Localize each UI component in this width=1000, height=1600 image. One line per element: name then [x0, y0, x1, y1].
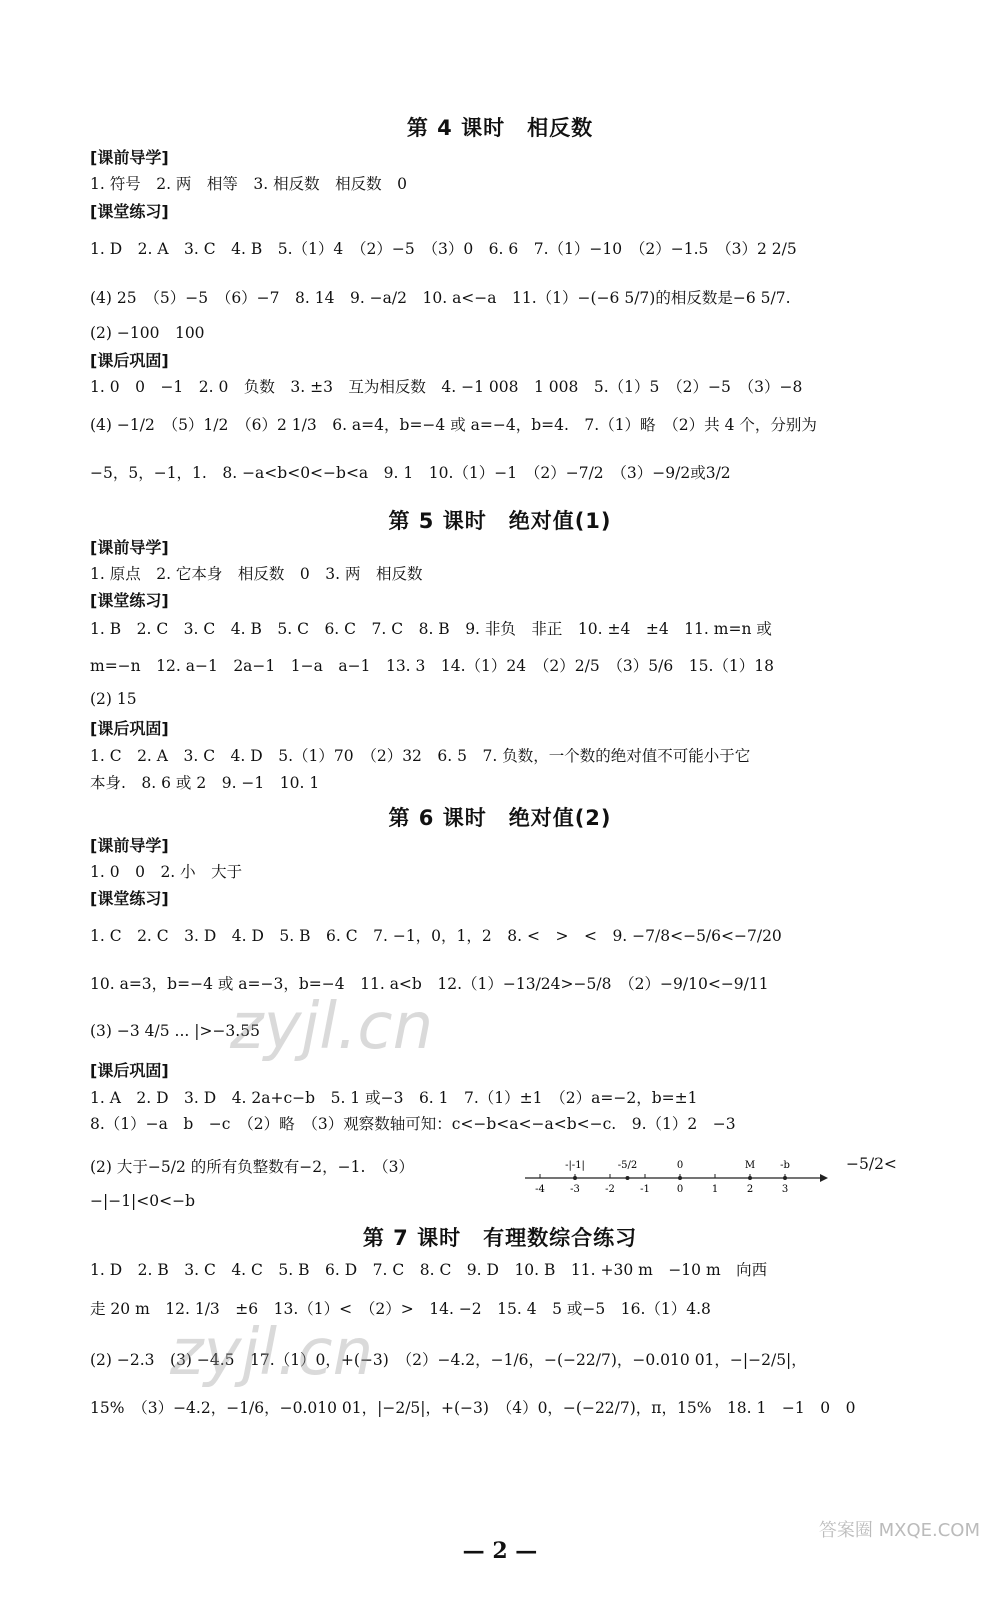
number-line-point-label: -|-1| [565, 1160, 585, 1171]
answer-line: 1. 0 0 −1 2. 0 负数 3. ±3 互为相反数 4. −1 008 1 008 5.（1）5 （2）−5 （3）−8 [90, 378, 803, 396]
number-line-tick-label: -2 [605, 1184, 615, 1195]
number-line-point [748, 1176, 752, 1180]
number-line-tick-label: 1 [711, 1184, 719, 1195]
number-line-tick-label: 3 [781, 1184, 789, 1195]
answer-line: 本身. 8. 6 或 2 9. −1 10. 1 [90, 774, 320, 792]
section-title-6: 第 6 课时 绝对值(2) [388, 806, 612, 830]
number-line-tick-label: 2 [746, 1184, 754, 1195]
answer-line: (4) −1/2 （5）1/2 （6）2 1/3 6. a=4，b=−4 或 a=−4，b=4. 7.（1）略 （2）共 4 个，分别为 [90, 416, 817, 434]
section-title-4: 第 4 课时 相反数 [406, 116, 594, 140]
number-line-point [678, 1176, 682, 1180]
section-title-7: 第 7 课时 有理数综合练习 [362, 1226, 638, 1250]
answer-line: 1. C 2. C 3. D 4. D 5. B 6. C 7. −1，0，1，2 8. < > < 9. −7/8<−5/6<−7/20 [90, 927, 782, 945]
answer-line: (2) 15 [90, 690, 137, 708]
number-line-tick-label: 0 [676, 1184, 684, 1195]
answer-line: 10. a=3，b=−4 或 a=−3，b=−4 11. a<b 12.（1）−13/24>−5/8 （2）−9/10<−9/11 [90, 975, 769, 993]
watermark: zyjl.cn [230, 990, 434, 1064]
number-line-point-label: -b [780, 1160, 790, 1171]
block-label: [课前导学] [90, 538, 169, 557]
answer-line: (4) 25 （5）−5 （6）−7 8. 14 9. −a/2 10. a<−a 11.（1）−(−6 5/7)的相反数是−6 5/7. [90, 289, 791, 307]
number-line-point-label: 0 [676, 1160, 684, 1171]
block-label: [课堂练习] [90, 889, 169, 908]
block-label: [课前导学] [90, 836, 169, 855]
answer-line: −5，5，−1，1. 8. −a<b<0<−b<a 9. 1 10.（1）−1 （2）−7/2 （3）−9/2或3/2 [90, 464, 731, 482]
answer-line: 1. 符号 2. 两 相等 3. 相反数 相反数 0 [90, 175, 408, 193]
number-line-tick-label: -4 [535, 1184, 545, 1195]
corner-logo: 答案圈 MXQE.COM [818, 1520, 980, 1541]
block-label: [课后巩固] [90, 351, 169, 370]
page-number: — 2 — [462, 1538, 538, 1564]
answer-line: (2) 大于−5/2 的所有负整数有−2，−1. （3） [90, 1158, 414, 1176]
answer-line: 8.（1）−a b −c （2）略 （3）观察数轴可知：c<−b<a<−a<b<−c. 9.（1）2 −3 [90, 1115, 736, 1133]
number-line-point-label: M [744, 1160, 756, 1171]
number-line-tick-label: -3 [570, 1184, 580, 1195]
answer-line: 1. D 2. A 3. C 4. B 5.（1）4 （2）−5 （3）0 6. 6 7.（1）−10 （2）−1.5 （3）2 2/5 [90, 240, 797, 258]
answer-line: 1. 原点 2. 它本身 相反数 0 3. 两 相反数 [90, 565, 423, 583]
number-line-right-text: −5/2< [846, 1155, 897, 1173]
block-label: [课堂练习] [90, 202, 169, 221]
block-label: [课后巩固] [90, 719, 169, 738]
number-line-tick-label: -1 [640, 1184, 650, 1195]
answer-line: 1. B 2. C 3. C 4. B 5. C 6. C 7. C 8. B 9. 非负 非正 10. ±4 ±4 11. m=n 或 [90, 620, 772, 638]
watermark: zyjl.cn [170, 1316, 374, 1390]
answer-line: (3) −3 4/5 ... |>−3.55 [90, 1022, 260, 1040]
block-label: [课前导学] [90, 148, 169, 167]
number-line-point [626, 1176, 630, 1180]
answer-line: 1. D 2. B 3. C 4. C 5. B 6. D 7. C 8. C 9. D 10. B 11. +30 m −10 m 向西 [90, 1261, 768, 1279]
answer-line: (2) −100 100 [90, 324, 205, 342]
answer-line: (2) −2.3 (3) −4.5 17.（1）0，+(−3) （2）−4.2，−1/6，−(−22/7)，−0.010 01，−|−2/5|， [90, 1351, 807, 1369]
answer-line: 1. 0 0 2. 小 大于 [90, 863, 243, 881]
answer-line: m=−n 12. a−1 2a−1 1−a a−1 13. 3 14.（1）24 （2）2/5 （3）5/6 15.（1）18 [90, 657, 774, 675]
answer-line: 1. C 2. A 3. C 4. D 5.（1）70 （2）32 6. 5 7. 负数，一个数的绝对值不可能小于它 [90, 747, 751, 765]
number-line-arrow [820, 1174, 828, 1182]
block-label: [课后巩固] [90, 1061, 169, 1080]
number-line-point [783, 1176, 787, 1180]
answer-line: 1. A 2. D 3. D 4. 2a+c−b 5. 1 或−3 6. 1 7.（1）±1 （2）a=−2，b=±1 [90, 1089, 698, 1107]
number-line-point [573, 1176, 577, 1180]
answer-line: −|−1|<0<−b [90, 1192, 196, 1210]
number-line-point-label: -5/2 [617, 1160, 638, 1171]
number-line-figure [520, 1148, 830, 1198]
block-label: [课堂练习] [90, 591, 169, 610]
answer-line: 15% （3）−4.2，−1/6，−0.010 01，|−2/5|，+(−3) （4）0，−(−22/7)，π，15% 18. 1 −1 0 0 [90, 1399, 856, 1417]
section-title-5: 第 5 课时 绝对值(1) [388, 509, 612, 533]
answer-line: 走 20 m 12. 1/3 ±6 13.（1）< （2）> 14. −2 15. 4 5 或−5 16.（1）4.8 [90, 1300, 711, 1318]
